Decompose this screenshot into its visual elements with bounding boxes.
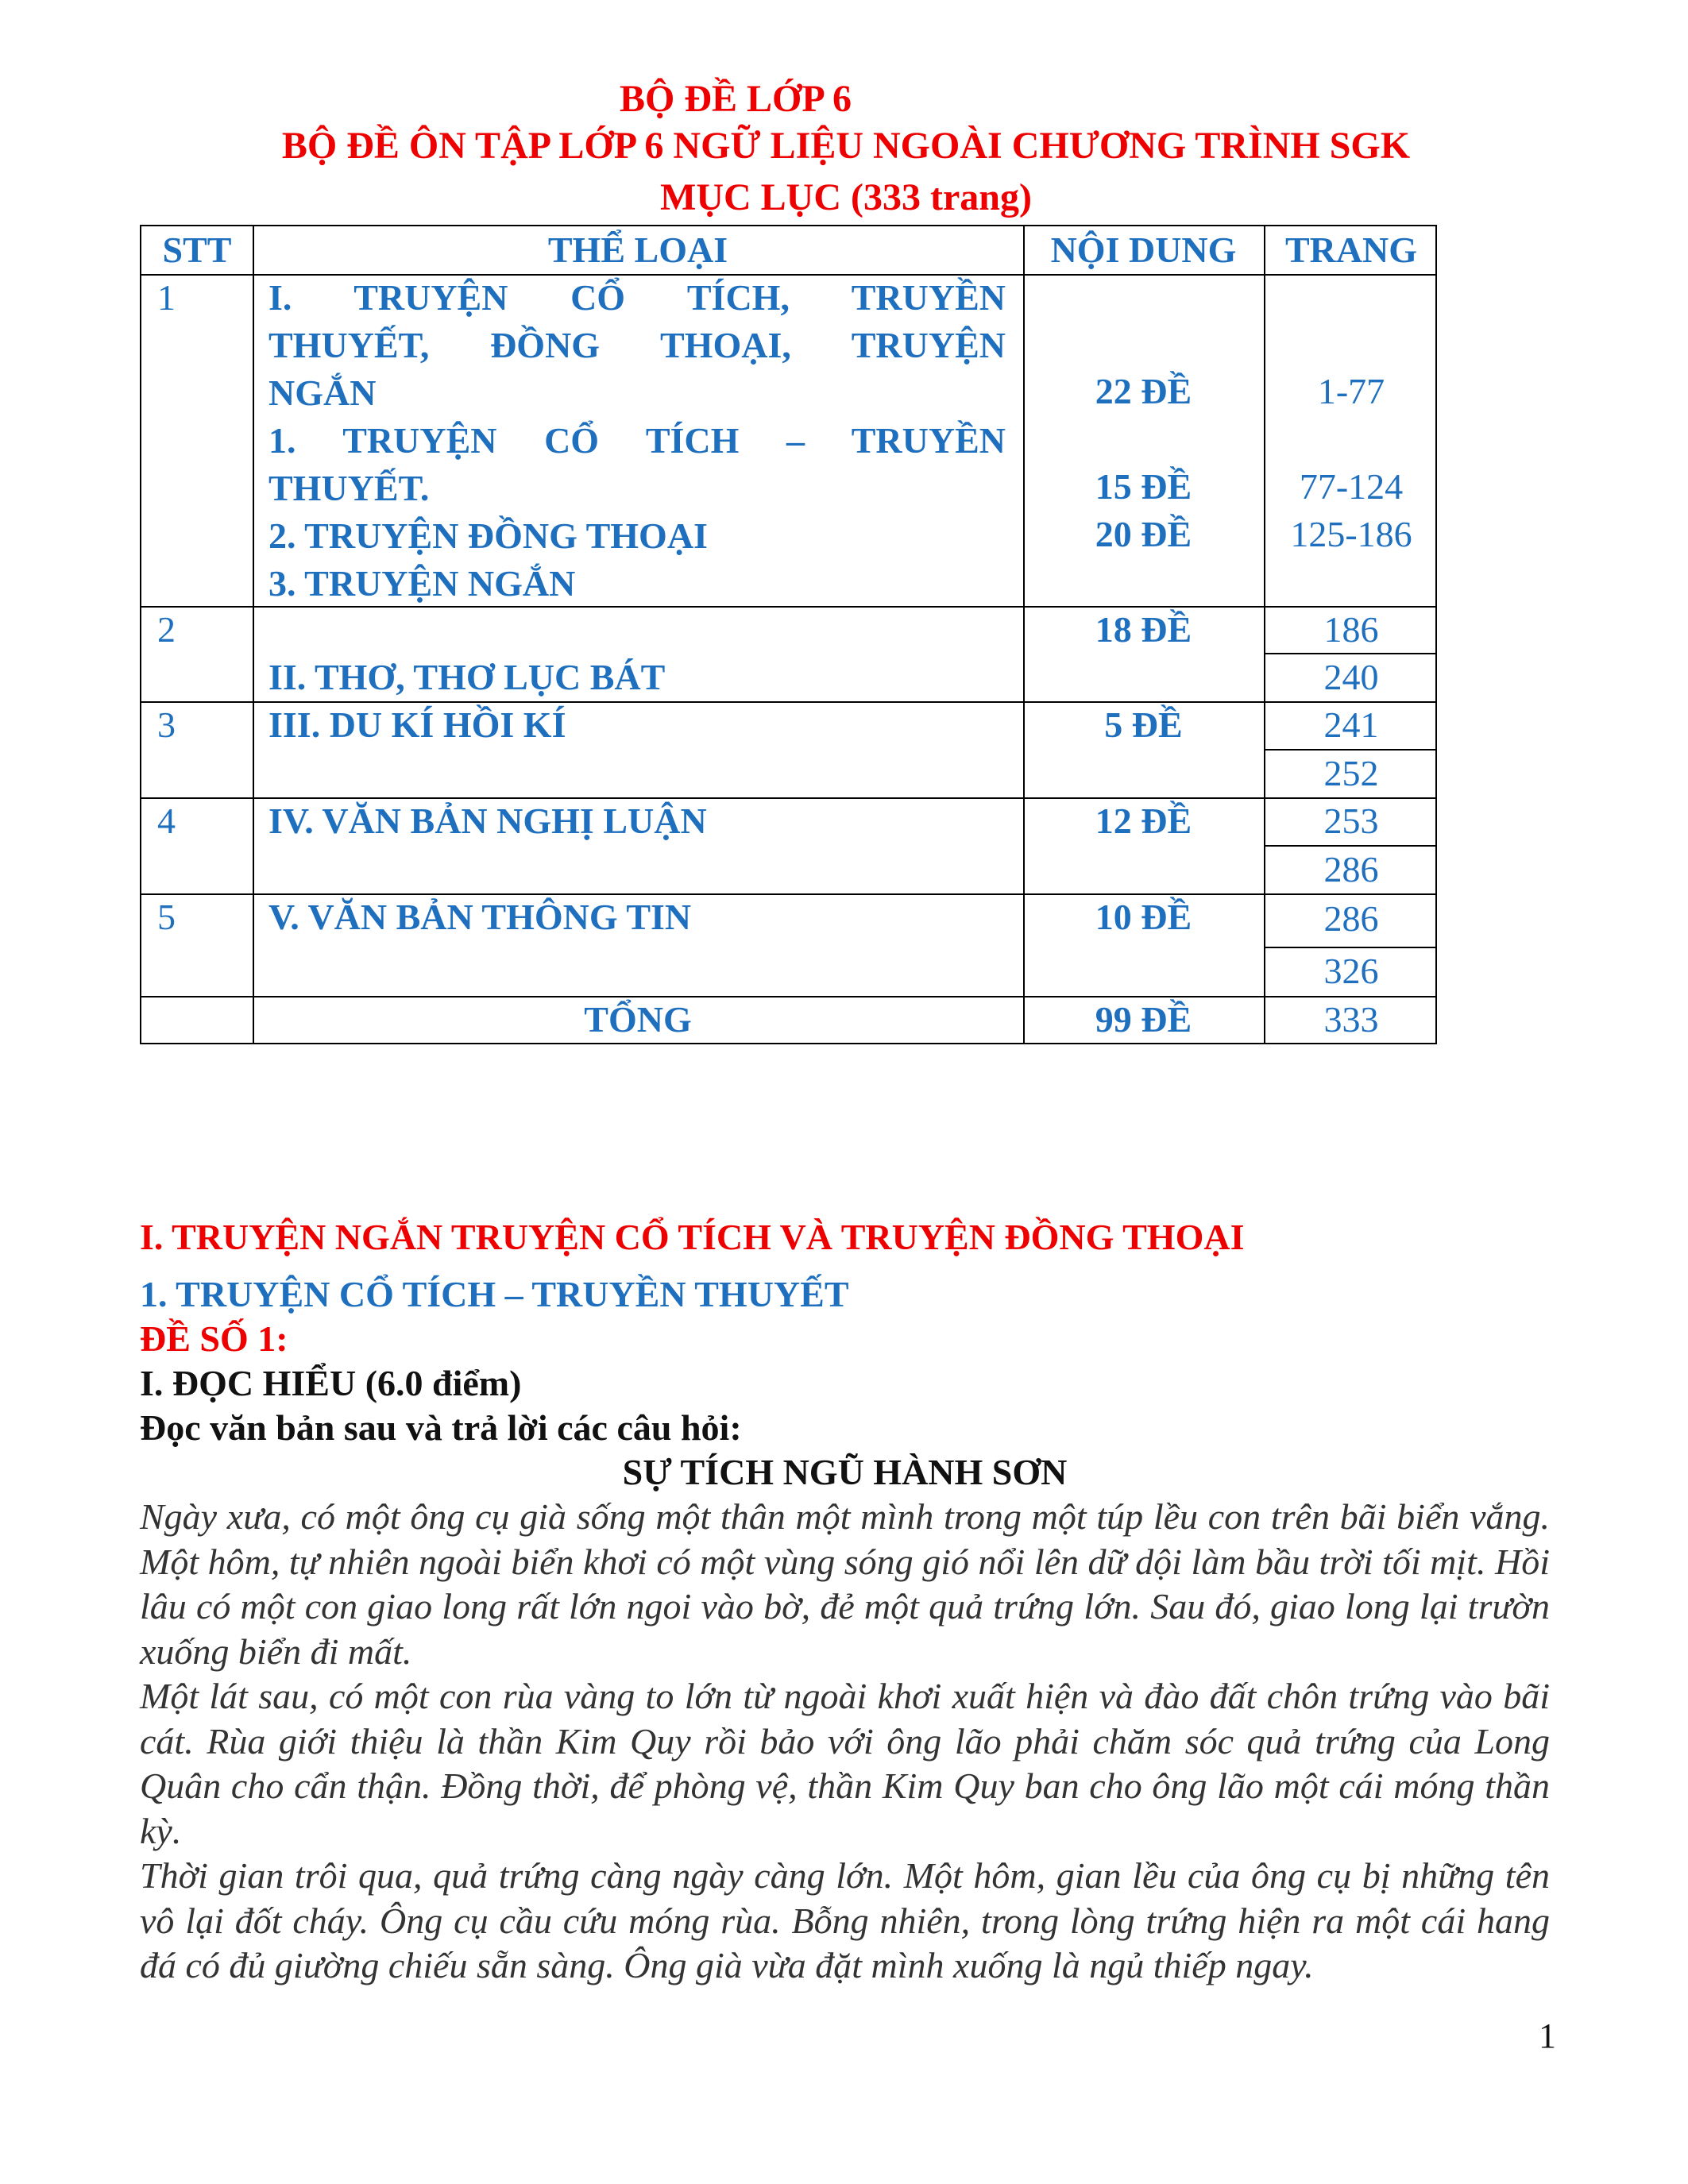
col-header-trang: TRANG	[1284, 230, 1418, 270]
doc-hieu-heading: I. ĐỌC HIỂU (6.0 điểm)	[140, 1363, 522, 1403]
row-1-page: 1-77	[1317, 371, 1385, 411]
row-1-line: NGẮN	[268, 372, 377, 413]
section-subheading: 1. TRUYỆN CỔ TÍCH – TRUYỀN THUYẾT	[140, 1274, 849, 1314]
row-1-line: 3. TRUYỆN NGẮN	[268, 563, 576, 604]
section-body	[140, 1215, 1550, 1989]
row-1-stt: 1	[157, 277, 176, 318]
row-2-the-loai: II. THƠ, THƠ LỤC BÁT	[268, 657, 666, 697]
row-3-count: 5 ĐỀ	[1104, 704, 1183, 745]
section-heading: I. TRUYỆN NGẮN TRUYỆN CỔ TÍCH VÀ TRUYỆN ĐỒNG THOẠI	[140, 1217, 1245, 1257]
row-2-stt: 2	[157, 609, 176, 650]
row-4-the-loai: IV. VĂN BẢN NGHỊ LUẬN	[268, 801, 707, 841]
col-header-stt: STT	[162, 230, 232, 270]
row-1-line: I. TRUYỆN CỔ TÍCH, TRUYỀN	[268, 277, 1006, 318]
toc-title: MỤC LỤC (333 trang)	[660, 176, 1032, 218]
de-so-label: ĐỀ SỐ 1:	[140, 1318, 288, 1359]
row-1-count: 20 ĐỀ	[1095, 514, 1192, 554]
total-page: 333	[1323, 999, 1379, 1040]
story-paragraph: Thời gian trôi qua, quả trứng càng ngày càng lớn. Một hôm, gian lều của ông cụ bị những tên vô lại đốt cháy. Ông cụ cầu cứu móng rùa. Bỗng nhiên, trong lòng trứng hiện ra một cái hang đá có đủ giường chiếu sẵn sàng. Ông già vừa đặt mình xuống là ngủ thiếp ngay.	[140, 1855, 1550, 1985]
row-3-the-loai: III. DU KÍ HỒI KÍ	[268, 704, 566, 745]
row-1-page: 77-124	[1299, 466, 1404, 507]
page-number: 1	[1539, 2016, 1556, 2055]
row-2-count: 18 ĐỀ	[1095, 609, 1192, 650]
row-1-count: 22 ĐỀ	[1095, 371, 1192, 411]
row-5-stt: 5	[157, 897, 176, 937]
row-4-stt: 4	[157, 801, 176, 841]
row-5-page-to: 326	[1323, 951, 1379, 991]
row-1-line: THUYẾT, ĐỒNG THOẠI, TRUYỆN	[268, 325, 1006, 365]
story-paragraph: Ngày xưa, có một ông cụ già sống một thân một mình trong một túp lều con trên bãi biển vắng. Một hôm, tự nhiên ngoài biển khơi có một vùng sóng gió nổi lên dữ dội làm bầu trời tối mịt. Hồi lâu có một con giao long rất lớn ngoi vào bờ, đẻ một quả trứng lớn. Sau đó, giao long lại trườn xuống biển đi mất.	[140, 1496, 1550, 1672]
toc-table	[140, 225, 1437, 1044]
row-5-the-loai: V. VĂN BẢN THÔNG TIN	[268, 897, 692, 937]
row-1-line: 1. TRUYỆN CỔ TÍCH – TRUYỀN	[268, 420, 1006, 461]
row-3-page-from: 241	[1323, 704, 1379, 745]
row-1-line: THUYẾT.	[268, 468, 430, 508]
row-3-page-to: 252	[1323, 753, 1379, 793]
row-4-count: 12 ĐỀ	[1095, 801, 1192, 841]
row-5-count: 10 ĐỀ	[1095, 897, 1192, 937]
story-paragraph: Một lát sau, có một con rùa vàng to lớn từ ngoài khơi xuất hiện và đào đất chôn trứng vào bãi cát. Rùa giới thiệu là thần Kim Quy rồi bảo với ông lão phải chăm sóc quả trứng của Long Quân cho cẩn thận. Đồng thời, để phòng vệ, thần Kim Quy ban cho ông lão một cái móng thần kỳ.	[140, 1676, 1550, 1851]
row-1-the-loai	[268, 274, 1006, 608]
col-header-noi-dung: NỘI DUNG	[1050, 230, 1237, 270]
doc-title: BỘ ĐỀ LỚP 6	[619, 78, 852, 120]
row-1-count: 15 ĐỀ	[1095, 466, 1192, 507]
row-4-page-from: 253	[1323, 801, 1379, 841]
row-4-page-to: 286	[1323, 849, 1379, 889]
row-1-page: 125-186	[1290, 514, 1412, 554]
total-count: 99 ĐỀ	[1095, 999, 1192, 1040]
col-header-the-loai: THỂ LOẠI	[547, 230, 728, 270]
row-5-page-from: 286	[1323, 898, 1379, 939]
story-title: SỰ TÍCH NGŨ HÀNH SƠN	[622, 1452, 1068, 1492]
instruction-text: Đọc văn bản sau và trả lời các câu hỏi:	[140, 1407, 742, 1448]
row-2-page-to: 240	[1323, 657, 1379, 697]
doc-subtitle: BỘ ĐỀ ÔN TẬP LỚP 6 NGỮ LIỆU NGOÀI CHƯƠNG TRÌNH SGK	[281, 125, 1411, 167]
row-2-page-from: 186	[1323, 609, 1379, 650]
row-3-stt: 3	[157, 704, 176, 745]
total-label: TỔNG	[584, 999, 692, 1040]
row-1-line: 2. TRUYỆN ĐỒNG THOẠI	[268, 515, 708, 556]
